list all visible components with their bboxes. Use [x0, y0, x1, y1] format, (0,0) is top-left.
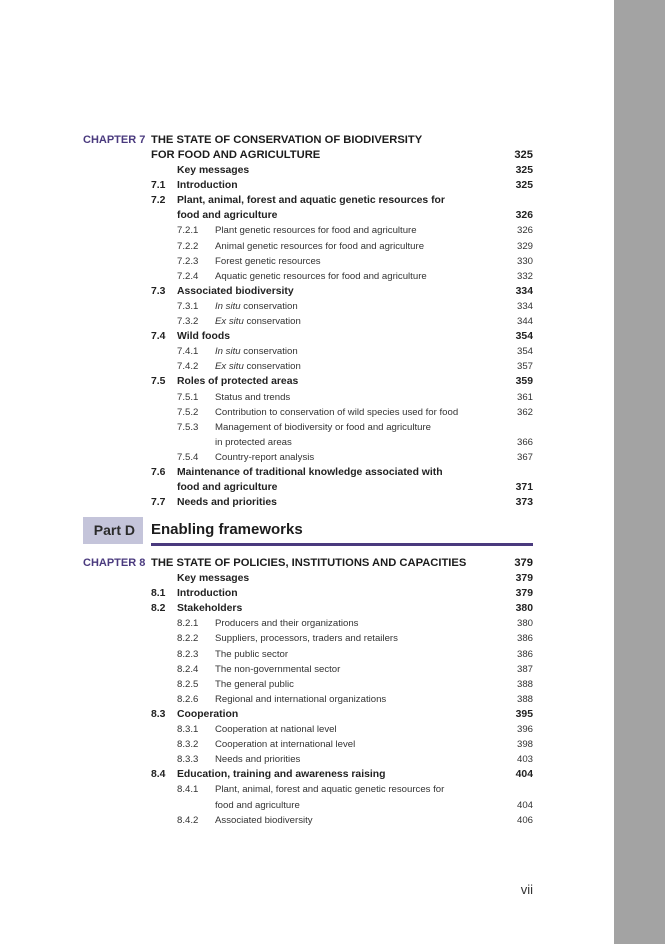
toc-entry: [0, 616, 540, 631]
toc-entry: [0, 405, 540, 420]
toc-entry-title: Key messages: [177, 165, 250, 176]
chapter-8-title: THE STATE OF POLICIES, INSTITUTIONS AND CAPACITIES: [151, 557, 467, 569]
toc-entry: [0, 752, 540, 767]
part-d-rule: [151, 543, 533, 546]
toc-entry: [0, 450, 540, 465]
toc-entry-number: 7.2: [151, 195, 166, 207]
toc-entry-number: 7.2.4: [177, 270, 199, 282]
toc-entry: [0, 601, 540, 616]
page-number: vii: [520, 882, 533, 897]
toc-entry-number: 8.1: [151, 588, 166, 600]
toc-entry: [0, 269, 540, 284]
toc-entry: [0, 677, 540, 692]
toc-entry-title-italic: In situ: [215, 346, 241, 358]
toc-entry-page: 404: [516, 799, 533, 811]
toc-entry-page: 403: [516, 754, 533, 766]
toc-entry-title: [215, 314, 301, 329]
toc-entry-page: 386: [516, 633, 533, 645]
toc-entry-number: 7.3: [151, 285, 166, 297]
toc-entry-title: The public sector: [215, 648, 289, 660]
toc-entry-title: food and agriculture: [215, 799, 300, 811]
toc-entry-page: 373: [515, 497, 533, 509]
toc-entry-title: Needs and priorities: [215, 754, 301, 766]
toc-entry-page: 344: [516, 316, 533, 327]
toc-entry-number: 7.5.3: [177, 421, 199, 433]
toc-entry-title-italic: Ex situ: [215, 316, 244, 327]
toc-entry-page: 359: [515, 376, 533, 388]
toc-entry-title-italic: Ex situ: [215, 361, 244, 373]
toc-entry: [0, 465, 540, 480]
toc-entry-number: 8.3.1: [177, 724, 199, 735]
toc-entry: [0, 571, 540, 586]
toc-entry-page: 332: [516, 270, 533, 282]
toc-entry-number: 8.2.1: [177, 618, 199, 630]
toc-entry-title-text: conservation: [240, 300, 298, 312]
toc-entry-number: 7.5.4: [177, 451, 199, 463]
toc-entry-title: Regional and international organizations: [215, 693, 387, 705]
toc-entry: [0, 284, 540, 299]
toc-entry: [0, 480, 540, 495]
chapter-8-label: CHAPTER 8: [83, 557, 146, 569]
toc-entry-number: 7.5: [151, 376, 166, 388]
toc-entry-title: [215, 344, 298, 359]
toc-entry-number: 7.6: [151, 467, 166, 478]
toc-entry: [0, 767, 540, 782]
toc-entry-page: 406: [516, 814, 533, 826]
toc-entry-title: Country-report analysis: [215, 451, 315, 463]
toc-entry-title: Introduction: [177, 180, 238, 192]
toc-entry-number: 8.3.3: [177, 754, 199, 766]
toc-entry: [0, 782, 540, 797]
toc-entry-title: Cooperation: [177, 708, 239, 720]
toc-entry-number: 8.2.4: [177, 663, 199, 675]
toc-entry-page: 326: [516, 225, 533, 237]
toc-entry-title: Producers and their organizations: [215, 618, 359, 630]
toc-entry-title: Animal genetic resources for food and agriculture: [215, 240, 425, 252]
toc-entry-title: The general public: [215, 678, 294, 690]
part-d-title: Enabling frameworks: [151, 521, 303, 538]
toc-entry-title: Wild foods: [177, 331, 231, 343]
toc-entry-number: 8.4.1: [177, 784, 199, 796]
toc-entry-number: 7.7: [151, 497, 166, 509]
toc-entry-title: food and agriculture: [177, 210, 278, 222]
toc-entry: [0, 239, 540, 254]
toc-entry: [0, 722, 540, 737]
toc-entry-page: 325: [515, 180, 533, 192]
toc-entry: [0, 631, 540, 646]
toc-entry-title: Introduction: [177, 588, 238, 600]
toc-entry-number: 7.1: [151, 180, 166, 192]
toc-entry-title-text: conservation: [243, 361, 301, 373]
toc-entry-title: Plant genetic resources for food and agriculture: [215, 225, 417, 237]
toc-entry-title: Plant, animal, forest and aquatic genetic resources for: [177, 195, 445, 207]
toc-entry-number: 7.5.1: [177, 391, 199, 403]
toc-entry-page: 367: [516, 451, 533, 463]
toc-entry-page: 395: [515, 708, 533, 720]
toc-entry-title: Education, training and awareness raising: [177, 769, 386, 781]
toc-entry-number: 8.4.2: [177, 814, 199, 826]
toc-entry-number: 7.2.2: [177, 240, 199, 252]
chapter-8-page: 379: [514, 557, 533, 569]
toc-entry-title: Roles of protected areas: [177, 376, 299, 388]
toc-entry-number: 8.2.5: [177, 678, 199, 690]
toc-entry-page: 387: [516, 663, 533, 675]
toc-entry-title: Associated biodiversity: [177, 285, 294, 297]
chapter-7-heading: [0, 133, 540, 148]
part-d-label: Part D: [83, 517, 143, 544]
toc-entry-title: The non-governmental sector: [215, 663, 341, 675]
toc-entry-page: 330: [516, 255, 533, 267]
toc-entry: [0, 193, 540, 208]
toc-entry-page: 334: [515, 285, 533, 297]
toc-entry-number: 7.5.2: [177, 406, 199, 418]
toc-entry-number: 7.3.1: [177, 300, 199, 312]
toc-entry-page: 371: [515, 482, 533, 494]
toc-entry-page: 396: [516, 724, 533, 735]
toc-entry-page: 386: [516, 648, 533, 660]
toc-entry-number: 8.2: [151, 603, 166, 615]
toc-entry-title: Aquatic genetic resources for food and agriculture: [215, 270, 427, 282]
toc-entry-page: 380: [516, 618, 533, 630]
toc-entry: [0, 254, 540, 269]
toc-entry-page: 361: [516, 391, 533, 403]
toc-entry: [0, 208, 540, 223]
toc-entry: [0, 692, 540, 707]
toc-entry: [0, 707, 540, 722]
toc-entry-title: in protected areas: [215, 436, 292, 448]
toc-entry: [0, 359, 540, 374]
toc-entry-number: 7.4: [151, 331, 166, 343]
toc-entry: [0, 435, 540, 450]
toc-entry: [0, 374, 540, 389]
toc-entry-title: Status and trends: [215, 391, 291, 403]
toc-entry-page: 334: [516, 300, 533, 312]
toc-entry-number: 8.2.2: [177, 633, 199, 645]
toc-entry: [0, 344, 540, 359]
toc-entry: [0, 420, 540, 435]
chapter-7-heading-line2: [0, 148, 540, 163]
toc-entry: [0, 813, 540, 828]
toc-entry-number: 7.2.1: [177, 225, 199, 237]
chapter-7-label: CHAPTER 7: [83, 134, 146, 146]
toc-entry-title: Plant, animal, forest and aquatic genetic resources for: [215, 784, 445, 796]
toc-entry: [0, 798, 540, 813]
toc-entry-page: 379: [515, 573, 533, 584]
toc-entry-page: 388: [516, 678, 533, 690]
toc-entry-title: Forest genetic resources: [215, 255, 321, 267]
toc-entry: [0, 223, 540, 238]
toc-entry-page: 398: [516, 739, 533, 751]
toc-entry-page: 379: [515, 588, 533, 600]
toc-entry-title-text: conservation: [240, 346, 298, 358]
toc-entry-title: Maintenance of traditional knowledge associated with: [177, 467, 443, 478]
toc-entry: [0, 390, 540, 405]
toc-entry: [0, 314, 540, 329]
toc-entry-title: Cooperation at international level: [215, 739, 356, 751]
toc-entry: [0, 662, 540, 677]
toc-entry-number: 7.2.3: [177, 255, 199, 267]
toc-entry-page: 325: [515, 165, 533, 176]
toc-entry-title-italic: In situ: [215, 300, 241, 312]
toc-entry: [0, 737, 540, 752]
toc-entry: [0, 495, 540, 510]
toc-entry-page: 380: [515, 603, 533, 615]
toc-entry-title: food and agriculture: [177, 482, 278, 494]
page-edge-band: [614, 0, 665, 944]
toc-entry-page: 354: [516, 346, 533, 358]
toc-entry: [0, 586, 540, 601]
toc-entry-title: Management of biodiversity or food and agriculture: [215, 421, 431, 433]
toc-entry: [0, 647, 540, 662]
toc-entry-title-text: conservation: [243, 316, 301, 327]
toc-entry: [0, 178, 540, 193]
toc-entry-number: 7.4.2: [177, 361, 199, 373]
toc-entry-number: 8.4: [151, 769, 166, 781]
chapter-8-heading: [0, 556, 540, 571]
chapter-7-page: 325: [514, 149, 533, 161]
toc-entry-page: 354: [515, 331, 533, 343]
toc-entry-page: 362: [516, 406, 533, 418]
toc-entry: [0, 299, 540, 314]
toc-entry-title: Cooperation at national level: [215, 724, 337, 735]
toc-entry-title: Stakeholders: [177, 603, 243, 615]
toc-entry-title: [215, 359, 301, 374]
toc-entry-title: Suppliers, processors, traders and retailers: [215, 633, 398, 645]
toc-entry-page: 329: [516, 240, 533, 252]
toc-entry-number: 8.2.3: [177, 648, 199, 660]
toc-entry-number: 7.3.2: [177, 316, 199, 327]
toc-entry-page: 366: [516, 436, 533, 448]
toc-entry-page: 357: [516, 361, 533, 373]
toc-entry: [0, 329, 540, 344]
chapter-7-title-line2: FOR FOOD AND AGRICULTURE: [151, 149, 321, 161]
toc-entry-title: Associated biodiversity: [215, 814, 313, 826]
toc-entry-title: Needs and priorities: [177, 497, 277, 509]
toc-entry-page: 404: [515, 769, 533, 781]
toc-entry-page: 388: [516, 693, 533, 705]
toc-entry-title: Key messages: [177, 573, 250, 584]
toc-entry-number: 8.2.6: [177, 693, 199, 705]
toc-entry-title: Contribution to conservation of wild species used for food: [215, 406, 459, 418]
toc-entry: [0, 163, 540, 178]
toc-entry-number: 8.3.2: [177, 739, 199, 751]
toc-entry-number: 7.4.1: [177, 346, 199, 358]
toc-entry-number: 8.3: [151, 708, 166, 720]
toc-entry-page: 326: [515, 210, 533, 222]
chapter-7-title-line1: THE STATE OF CONSERVATION OF BIODIVERSITY: [151, 134, 423, 146]
toc-entry-title: [215, 299, 298, 314]
